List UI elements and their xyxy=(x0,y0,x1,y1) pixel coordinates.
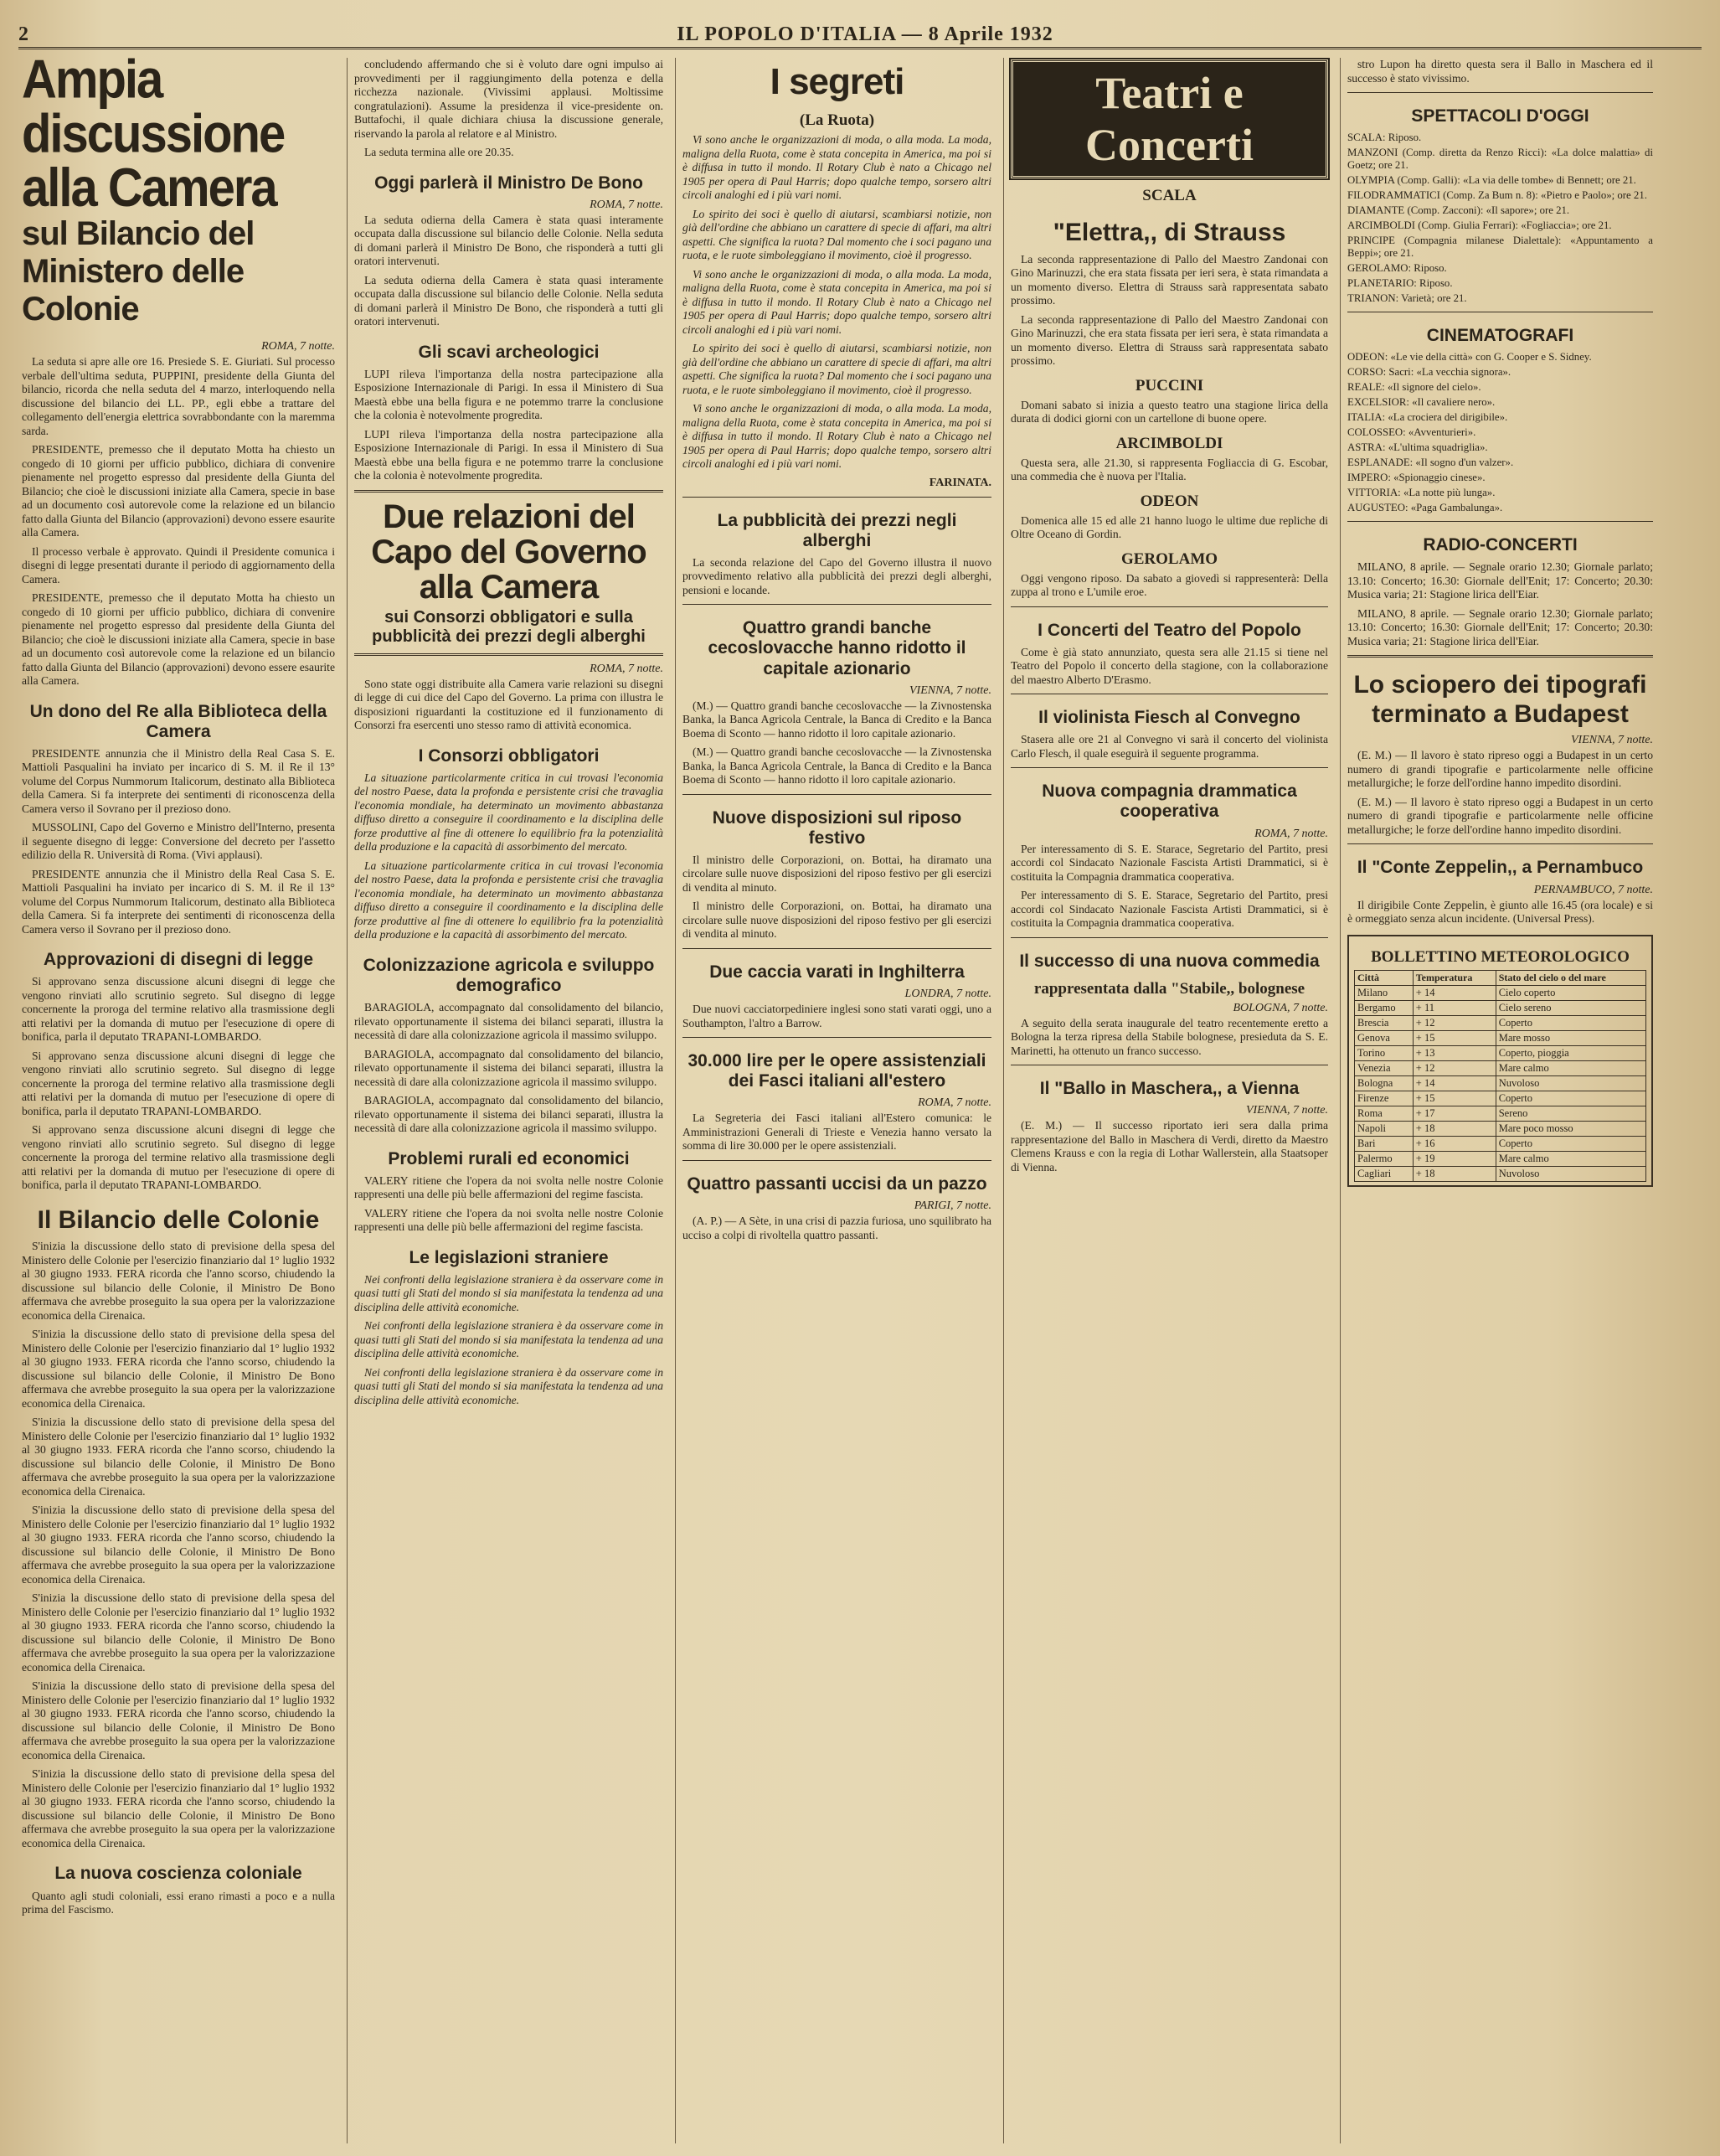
table-row xyxy=(1355,1075,1646,1091)
list-item: DIAMANTE (Comp. Zacconi): «Il sapore»; ore 21. xyxy=(1347,204,1570,217)
article-paragraph: PRESIDENTE annunzia che il Ministro della Real Casa S. E. Mattioli Pasqualini ha inviato per incarico di S. M. il Re il 13° volume del Corpus Nummorum Italicorum, destinato alla Biblioteca della Camera. Si fa interprete dei sentimenti di riconoscenza della Camera verso il Sovrano per il prezioso dono. xyxy=(22,867,335,936)
table-cell: + 18 xyxy=(1413,1166,1496,1181)
article-paragraph: La seduta odierna della Camera è stata quasi interamente occupata dalla discussione sul bilancio delle Colonie. Nella seduta di domani parlerà il Ministro De Bono, che risponderà a tutti gli oratori intervenuti. xyxy=(354,213,663,268)
article-paragraph: S'inizia la discussione dello stato di previsione della spesa del Ministero delle Colonie per l'esercizio finanziario dal 1° luglio 1932 al 30 giugno 1933. FERA ricorda che l'anno scorso, chiudendo la discussione sul bilancio delle Colonie, il Ministro De Bono affermava che avrebbe proseguito la sua opera per la valorizzazione economica della Cirenaica. xyxy=(22,1591,335,1674)
article-paragraph: MILANO, 8 aprile. — Segnale orario 12.30; Giornale parlato; 13.10: Concerto; 16.30: Giornale dell'Enit; 17: Concerto; 20.30: Musica varia; 21: Stagione lirica dell'Eiar. xyxy=(1347,606,1653,647)
section-heading: Nuove disposizioni sul riposo festivo xyxy=(712,807,962,848)
article-paragraph: Questa sera, alle 21.30, si rappresenta Fogliaccia di G. Escobar, una commedia che è nuova per l'Italia. xyxy=(1011,456,1328,482)
article-paragraph: Vi sono anche le organizzazioni di moda, o alla moda. La moda, maligna della Ruota, come è stata concepita in America, ma poi si è diffusa in tutto il mondo. Il Rotary Club è nato a Chicago nel 1905 per opera di Paul Harris; dopo qualche tempo, sorsero altri circoli analoghi ed i più vari nomi. xyxy=(682,133,991,201)
section-heading: Un dono del Re alla Biblioteca della Camera xyxy=(29,701,327,741)
table-cell: + 19 xyxy=(1413,1151,1496,1166)
article-paragraph: Il ministro delle Corporazioni, on. Bottai, ha diramato una circolare sulle nuove disposizioni del riposo festivo per gli esercizi di vendita al minuto. xyxy=(682,900,991,941)
section-heading: RADIO-CONCERTI xyxy=(1423,535,1578,555)
section-heading: Il "Conte Zeppelin,, a Pernambuco xyxy=(1357,858,1644,878)
article-paragraph: Si approvano senza discussione alcuni disegni di legge che vengono rinviati allo scrutinio segreto. Sul disegno di legge concernente la proroga del termine relativo alla trasmissione degli atti relativi per la domanda di mutuo per l'esecuzione di opere di bonifica, parla il deputato TRAPANI-LOMBARDO. xyxy=(22,1123,335,1192)
article-paragraph: (M.) — Quattro grandi banche cecoslovacche — la Zivnostenska Banka, la Banca Agricola Centrale, la Banca di Credito e la Banca Boema di Sconto — hanno ridotto il loro capitale azionario. xyxy=(682,745,991,787)
table-row xyxy=(1355,1060,1646,1075)
table-cell: + 13 xyxy=(1413,1045,1496,1060)
article-paragraph: La seduta si apre alle ore 16. Presiede S. E. Giuriati. Sul processo verbale dell'ultima seduta, PUPPINI, presidente della Giunta del bilancio, ricorda che nella seduta del 4 marzo, interloquendo nella discussione del bilancio dei LL. PP., egli ebbe a trattare del collegamento dell'energia elettrica sovrabbondante con la maremma sarda. xyxy=(22,355,335,437)
list-item: ITALIA: «La crociera del dirigibile». xyxy=(1347,411,1508,424)
article-paragraph: S'inizia la discussione dello stato di previsione della spesa del Ministero delle Colonie per l'esercizio finanziario dal 1° luglio 1932 al 30 giugno 1933. FERA ricorda che l'anno scorso, chiudendo la discussione sul bilancio delle Colonie, il Ministro De Bono affermava che avrebbe proseguito la sua opera per la valorizzazione economica della Cirenaica. xyxy=(22,1767,335,1849)
article-paragraph: concludendo affermando che si è voluto dare ogni impulso ai provvedimenti per il raggiungimento della potenza e della ricchezza nazionale. (Vivissimi applausi. Moltissime congratulazioni). Assume la presidenza il vice-presidente on. Buttafochi, il quale dichiara chiusa la discussione generale, riservando la parola al relatore e al Ministro. xyxy=(354,58,663,140)
article-paragraph: PRESIDENTE, premesso che il deputato Motta ha chiesto un congedo di 10 giorni per ufficio pubblico, dichiara di convenire pienamente nel progetto espresso dal presidente della Giunta del Bilancio; che cioè le discussioni iniziate alla Camera, specie in base ad un documento così autorevole come la relazione ed un bilancio fatto dalla Giunta del Bilancio (approvazioni) devono essere esaurite alla Camera. xyxy=(22,443,335,539)
table-cell: Mare calmo xyxy=(1496,1060,1645,1075)
table-row xyxy=(1355,1106,1646,1121)
table-cell: Milano xyxy=(1355,985,1414,1000)
article-paragraph: S'inizia la discussione dello stato di previsione della spesa del Ministero delle Colonie per l'esercizio finanziario dal 1° luglio 1932 al 30 giugno 1933. FERA ricorda che l'anno scorso, chiudendo la discussione sul bilancio delle Colonie, il Ministro De Bono affermava che avrebbe proseguito la sua opera per la valorizzazione economica della Cirenaica. xyxy=(22,1679,335,1761)
table-cell: Coperto xyxy=(1496,1136,1645,1151)
cinema-list xyxy=(1347,351,1653,514)
section-heading: Oggi parlerà il Ministro De Bono xyxy=(374,173,643,193)
column-5 xyxy=(1340,58,1656,2143)
article-paragraph: S'inizia la discussione dello stato di previsione della spesa del Ministero delle Colonie per l'esercizio finanziario dal 1° luglio 1932 al 30 giugno 1933. FERA ricorda che l'anno scorso, chiudendo la discussione sul bilancio delle Colonie, il Ministro De Bono affermava che avrebbe proseguito la sua opera per la valorizzazione economica della Cirenaica. xyxy=(22,1328,335,1410)
list-item: OLYMPIA (Comp. Galli): «La via delle tombe» di Bennett; ore 21. xyxy=(1347,174,1636,187)
list-item: FILODRAMMATICI (Comp. Za Bum n. 8): «Pietro e Paolo»; ore 21. xyxy=(1347,189,1647,202)
signature: FARINATA. xyxy=(929,476,991,489)
section-heading: Problemi rurali ed economici xyxy=(388,1148,630,1168)
list-item: EXCELSIOR: «Il cavaliere nero». xyxy=(1347,396,1496,409)
column-2 xyxy=(347,58,667,2143)
section-heading: La pubblicità dei prezzi negli alberghi xyxy=(717,510,957,550)
article-paragraph: Stasera alle ore 21 al Convegno vi sarà il concerto del violinista Carlo Flesch, il quale eseguirà il seguente programma. xyxy=(1011,733,1328,760)
list-item: ODEON: «Le vie della città» con G. Cooper e S. Sidney. xyxy=(1347,351,1592,364)
article-paragraph: La seduta termina alle ore 20.35. xyxy=(364,146,514,158)
table-cell: + 15 xyxy=(1413,1091,1496,1106)
article-paragraph: Sono state oggi distribuite alla Camera varie relazioni su disegni di legge di cui dice del Capo del Governo. La prima con illustra le disposizioni riguardanti la costituzione ed il funzionamento di Consorzi fra esercenti uno stesso ramo di attività economica. xyxy=(354,677,663,732)
table-row xyxy=(1355,1030,1646,1045)
article-paragraph: Lo spirito dei soci è quello di aiutarsi, scambiarsi notizie, non già dell'ordine che abbiano un carattere di specie di affari, ma altri aspetti. Che significa la ruota? Dal momento che i soci pagano una ruota, e le ruote simboleggiano il movimento, cioè il progresso. xyxy=(682,207,991,261)
list-item: REALE: «Il signore del cielo». xyxy=(1347,381,1481,394)
list-item: PRINCIPE (Compagnia milanese Dialettale): «Appuntamento a Beppi»; ore 21. xyxy=(1347,235,1653,260)
article-paragraph: S'inizia la discussione dello stato di previsione della spesa del Ministero delle Colonie per l'esercizio finanziario dal 1° luglio 1932 al 30 giugno 1933. FERA ricorda che l'anno scorso, chiudendo la discussione sul bilancio delle Colonie, il Ministro De Bono affermava che avrebbe proseguito la sua opera per la valorizzazione economica della Cirenaica. xyxy=(22,1416,335,1498)
table-row xyxy=(1355,1121,1646,1136)
list-item: AUGUSTEO: «Paga Gambalunga». xyxy=(1347,502,1503,514)
theatre-name: SCALA xyxy=(1142,187,1197,204)
dateline: ROMA, 7 notte. xyxy=(918,1096,991,1110)
list-item: MANZONI (Comp. diretta da Renzo Ricci): «La dolce malattia» di Goetz; ore 21. xyxy=(1347,147,1653,172)
article-paragraph: (E. M.) — Il lavoro è stato ripreso oggi a Budapest in un certo numero di grandi tipografie e particolarmente nelle officine metallurgiche; le forze dell'ordine hanno impedito disordini. xyxy=(1347,749,1653,790)
table-header: Città xyxy=(1355,970,1414,985)
article-paragraph: La Segreteria dei Fasci italiani all'Estero comunica: le Amministrazioni Generali di Trieste e Venezia hanno versato la somma di lire 30.000 per le opere assistenziali. xyxy=(682,1112,991,1153)
section-heading: I Consorzi obbligatori xyxy=(418,745,600,766)
section-heading: Il violinista Fiesch al Convegno xyxy=(1038,708,1300,728)
table-cell: + 12 xyxy=(1413,1060,1496,1075)
list-item: ARCIMBOLDI (Comp. Giulia Ferrari): «Fogliaccia»; ore 21. xyxy=(1347,219,1612,232)
table-cell: + 14 xyxy=(1413,985,1496,1000)
table-cell: + 17 xyxy=(1413,1106,1496,1121)
article-paragraph: A seguito della serata inaugurale del teatro recentemente eretto a Bologna la terza ripresa della Stabile bolognese, presieduta da S. E. Marinetti, ha ottenuto un franco successo. xyxy=(1011,1016,1328,1057)
article-paragraph: (E. M.) — Il lavoro è stato ripreso oggi a Budapest in un certo numero di grandi tipografie e particolarmente nelle officine metallurgiche; le forze dell'ordine hanno impedito disordini. xyxy=(1347,795,1653,836)
banner-deck: sui Consorzi obbligatori e sulla pubblicità dei prezzi degli alberghi xyxy=(372,607,646,646)
section-heading: Colonizzazione agricola e sviluppo demografico xyxy=(363,955,655,996)
article-paragraph: (M.) — Quattro grandi banche cecoslovacche — la Zivnostenska Banka, la Banca Agricola Centrale, la Banca di Credito e la Banca Boema di Sconto — hanno ridotto il loro capitale azionario. xyxy=(682,699,991,740)
paper-title: IL POPOLO D'ITALIA — 8 Aprile 1932 xyxy=(677,23,1053,45)
table-cell: Nuvoloso xyxy=(1496,1166,1645,1181)
article-paragraph: La seduta odierna della Camera è stata quasi interamente occupata dalla discussione sul bilancio delle Colonie. Nella seduta di domani parlerà il Ministro De Bono, che risponderà a tutti gli oratori intervenuti. xyxy=(354,273,663,328)
table-header: Temperatura xyxy=(1413,970,1496,985)
table-cell: Bari xyxy=(1355,1136,1414,1151)
table-cell: + 16 xyxy=(1413,1136,1496,1151)
article-paragraph: Vi sono anche le organizzazioni di moda, o alla moda. La moda, maligna della Ruota, come è stata concepita in America, ma poi si è diffusa in tutto il mondo. Il Rotary Club è nato a Chicago nel 1905 per opera di Paul Harris; dopo qualche tempo, sorsero altri circoli analoghi ed i più vari nomi. xyxy=(682,402,991,470)
main-headline: Ampia discussione alla Camera xyxy=(22,58,285,219)
list-item: IMPERO: «Spionaggio cinese». xyxy=(1347,472,1486,484)
section-heading: SPETTACOLI D'OGGI xyxy=(1411,106,1589,126)
table-row xyxy=(1355,1045,1646,1060)
table-row xyxy=(1355,1091,1646,1106)
article-paragraph: Il processo verbale è approvato. Quindi il Presidente comunica i disegni di legge presentati durante il periodo di aggiornamento della Camera. xyxy=(22,544,335,585)
section-heading: Quattro passanti uccisi da un pazzo xyxy=(687,1173,987,1194)
list-item: ESPLANADE: «Il sogno d'un valzer». xyxy=(1347,456,1514,469)
article-paragraph: MUSSOLINI, Capo del Governo e Ministro dell'Interno, presenta il seguente disegno di legge: Conversione del decreto per l'assetto edilizio della R. Università di Roma. (Vivi applausi). xyxy=(22,821,335,862)
page-number: 2 xyxy=(18,23,28,45)
article-paragraph: PRESIDENTE annunzia che il Ministro della Real Casa S. E. Mattioli Pasqualini ha inviato per incarico di S. M. il Re il 13° volume del Corpus Nummorum Italicorum, destinato alla Biblioteca della Camera. Si fa interprete dei sentimenti di riconoscenza della Camera verso il Sovrano per il prezioso dono. xyxy=(22,746,335,815)
table-cell: Bologna xyxy=(1355,1075,1414,1091)
section-heading: Approvazioni di disegni di legge xyxy=(43,950,314,970)
table-cell: Torino xyxy=(1355,1045,1414,1060)
article-paragraph: Domani sabato si inizia a questo teatro una stagione lirica della durata di dodici giorni con un cartellone di buone opere. xyxy=(1011,398,1328,425)
table-cell: Mare calmo xyxy=(1496,1151,1645,1166)
article-paragraph: Per interessamento di S. E. Starace, Segretario del Partito, presi accordi col Sindacato Nazionale Fascista Artisti Drammatici, si è costituita la Compagnia drammatica cooperativa. xyxy=(1011,889,1328,930)
article-paragraph: La seconda relazione del Capo del Governo illustra il nuovo provvedimento relativo alla pubblicità dei prezzi degli alberghi, pensioni e locande. xyxy=(682,555,991,596)
table-cell: Venezia xyxy=(1355,1060,1414,1075)
article-paragraph: Quanto agli studi coloniali, essi erano rimasti a poco e a nulla prima del Fascismo. xyxy=(22,1889,335,1916)
table-cell: Mare poco mosso xyxy=(1496,1121,1645,1136)
table-cell: Nuvoloso xyxy=(1496,1075,1645,1091)
section-heading: Le legislazioni straniere xyxy=(409,1247,609,1267)
article-paragraph: BARAGIOLA, accompagnato dal consolidamento del bilancio, rilevato opportunamente il sistema dei bilanci separati, illustra la necessità di dare alla colonizzazione agricola il massimo sviluppo. xyxy=(354,1094,663,1135)
table-row xyxy=(1355,1136,1646,1151)
table-cell: Napoli xyxy=(1355,1121,1414,1136)
article-paragraph: LUPI rileva l'importanza della nostra partecipazione alla Esposizione Internazionale di Parigi. In essa il Ministero di Sua Maestà ebbe una bella figura e ne potemmo trarre la conclusione che la colonia è notevolmente progredita. xyxy=(354,427,663,482)
section-heading: Lo sciopero dei tipografi terminato a Budapest xyxy=(1353,671,1647,728)
article-paragraph: Si approvano senza discussione alcuni disegni di legge che vengono rinviati allo scrutinio segreto. Sul disegno di legge concernente la proroga del termine relativo alla trasmissione degli atti relativi per la domanda di mutuo per l'esecuzione di opere di bonifica, parla il deputato TRAPANI-LOMBARDO. xyxy=(22,1049,335,1117)
article-paragraph: Vi sono anche le organizzazioni di moda, o alla moda. La moda, maligna della Ruota, come è stata concepita in America, ma poi si è diffusa in tutto il mondo. Il Rotary Club è nato a Chicago nel 1905 per opera di Paul Harris; dopo qualche tempo, sorsero altri circoli analoghi ed i più vari nomi. xyxy=(682,267,991,336)
article-paragraph: La situazione particolarmente critica in cui trovasi l'economia del nostro Paese, data la profonda e persistente crisi che travaglia l'economia mondiale, ha determinato un movimento abbastanza diffuso diretto a conseguire il coordinamento e la disciplina delle forze produttive al fine di ottenere lo equilibrio fra la potenzialità della produzione e la capacità di assorbimento del mercato. xyxy=(354,771,663,854)
table-cell: Cagliari xyxy=(1355,1166,1414,1181)
section-heading: CINEMATOGRAFI xyxy=(1426,326,1574,346)
columns xyxy=(18,58,1702,2143)
table-row xyxy=(1355,1000,1646,1015)
section-heading: Il successo di una nuova commedia xyxy=(1019,951,1320,971)
theatre-name: PUCCINI xyxy=(1135,376,1204,395)
table-cell: + 11 xyxy=(1413,1000,1496,1015)
article-paragraph: LUPI rileva l'importanza della nostra partecipazione alla Esposizione Internazionale di Parigi. In essa il Ministero di Sua Maestà ebbe una bella figura e ne potemmo trarre la conclusione che la colonia è notevolmente progredita. xyxy=(354,367,663,422)
list-item: SCALA: Riposo. xyxy=(1347,132,1422,144)
article-paragraph: Due nuovi cacciatorpediniere inglesi sono stati varati oggi, uno a Southampton, l'altro a Barrow. xyxy=(682,1003,991,1029)
masthead xyxy=(18,22,1702,49)
table-row xyxy=(1355,1166,1646,1181)
table-cell: Palermo xyxy=(1355,1151,1414,1166)
article-paragraph: La situazione particolarmente critica in cui trovasi l'economia del nostro Paese, data la profonda e persistente crisi che travaglia l'economia mondiale, ha determinato un movimento abbastanza diffuso diretto a conseguire il coordinamento e la disciplina delle forze produttive al fine di ottenere lo equilibrio fra la potenzialità della produzione e la capacità di assorbimento del mercato. xyxy=(354,859,663,941)
section-heading: Nuova compagnia drammatica cooperativa xyxy=(1042,781,1297,822)
table-cell: Coperto, pioggia xyxy=(1496,1045,1645,1060)
article-paragraph: VALERY ritiene che l'opera da noi svolta nelle nostre Colonie rappresenti una delle più belle affermazioni del regime fascista. xyxy=(354,1206,663,1234)
article-paragraph: Si approvano senza discussione alcuni disegni di legge che vengono rinviati allo scrutinio segreto. Sul disegno di legge concernente la proroga del termine relativo alla trasmissione degli atti relativi per la domanda di mutuo per l'esecuzione di opere di bonifica, parla il deputato TRAPANI-LOMBARDO. xyxy=(22,975,335,1044)
dateline: LONDRA, 7 notte. xyxy=(904,988,991,1001)
table-header-row xyxy=(1355,970,1646,985)
table-cell: Bergamo xyxy=(1355,1000,1414,1015)
section-heading: Gli scavi archeologici xyxy=(418,342,600,362)
dateline: VIENNA, 7 notte. xyxy=(909,683,991,697)
article-paragraph: Lo spirito dei soci è quello di aiutarsi, scambiarsi notizie, non già dell'ordine che abbiano un carattere di specie di affari, ma altri aspetti. Che significa la ruota? Dal momento che i soci pagano una ruota, e le ruote simboleggiano il movimento, cioè il progresso. xyxy=(682,342,991,396)
column-3 xyxy=(675,58,995,2143)
dateline: VIENNA, 7 notte. xyxy=(1571,734,1653,747)
table-cell: + 15 xyxy=(1413,1030,1496,1045)
article-paragraph: La seconda rappresentazione di Pallo del Maestro Zandonai con Gino Marinuzzi, che era stata fissata per ieri sera, è stata rimandata a un momento diverso. Elettra di Strauss sarà rappresentata sabato prossimo. xyxy=(1011,312,1328,367)
section-heading: Il "Ballo in Maschera,, a Vienna xyxy=(1039,1079,1300,1099)
weather-box xyxy=(1347,935,1653,1187)
table-cell: Coperto xyxy=(1496,1091,1645,1106)
section-heading: 30.000 lire per le opere assistenziali dei Fasci italiani all'estero xyxy=(687,1051,986,1091)
list-item: COLOSSEO: «Avventurieri». xyxy=(1347,426,1476,439)
column-1 xyxy=(18,58,338,2143)
table-cell: + 14 xyxy=(1413,1075,1496,1091)
theatre-name: ARCIMBOLDI xyxy=(1115,434,1223,452)
article-paragraph: BARAGIOLA, accompagnato dal consolidamento del bilancio, rilevato opportunamente il sistema dei bilanci separati, illustra la necessità di dare alla colonizzazione agricola il massimo sviluppo. xyxy=(354,1001,663,1042)
article-paragraph: Per interessamento di S. E. Starace, Segretario del Partito, presi accordi col Sindacato Nazionale Fascista Artisti Drammatici, si è costituita la Compagnia drammatica cooperativa. xyxy=(1011,842,1328,883)
table-cell: + 12 xyxy=(1413,1015,1496,1030)
list-item: ASTRA: «L'ultima squadriglia». xyxy=(1347,441,1488,454)
article-paragraph: Domenica alle 15 ed alle 21 hanno luogo le ultime due repliche di Oltre Oceano di Gordin. xyxy=(1011,513,1328,540)
dateline: BOLOGNA, 7 notte. xyxy=(1233,1001,1328,1014)
banner-headline: Due relazioni del Capo del Governo alla Camera xyxy=(371,498,646,606)
section-heading: Due caccia varati in Inghilterra xyxy=(709,962,965,982)
article-paragraph: VALERY ritiene che l'opera da noi svolta nelle nostre Colonie rappresenti una delle più belle affermazioni del regime fascista. xyxy=(354,1173,663,1201)
table-cell: Roma xyxy=(1355,1106,1414,1121)
theatre-name: ODEON xyxy=(1140,492,1199,510)
section-heading: Quattro grandi banche cecoslovacche hanno ridotto il capitale azionario xyxy=(708,618,966,678)
article-paragraph: (E. M.) — Il successo riportato ieri sera dalla prima rappresentazione del Ballo in Maschera di Verdi, diretto da Maestro Clemens Krauss e con la regia di Lothar Wallerstein, alla Staatsoper di Vienna. xyxy=(1011,1119,1328,1173)
main-subheadline: sul Bilancio del Ministero delle Colonie xyxy=(22,215,255,328)
table-cell: Brescia xyxy=(1355,1015,1414,1030)
list-item: TRIANON: Varietà; ore 21. xyxy=(1347,292,1467,305)
table-cell: Cielo coperto xyxy=(1496,985,1645,1000)
article-paragraph: Il ministro delle Corporazioni, on. Bottai, ha diramato una circolare sulle nuove disposizioni del riposo festivo per gli esercizi di vendita al minuto. xyxy=(682,853,991,894)
table-cell: Genova xyxy=(1355,1030,1414,1045)
weather-title: BOLLETTINO METEOROLOGICO xyxy=(1371,947,1630,966)
article-paragraph: Nei confronti della legislazione straniera è da osservare come in quasi tutti gli Stati del mondo si sia manifestata la tendenza ad una disciplina delle attività economiche. xyxy=(354,1272,663,1313)
section-heading: I Concerti del Teatro del Popolo xyxy=(1038,620,1301,640)
table-cell: Coperto xyxy=(1496,1015,1645,1030)
table-cell: Firenze xyxy=(1355,1091,1414,1106)
article-paragraph: Nei confronti della legislazione straniera è da osservare come in quasi tutti gli Stati del mondo si sia manifestata la tendenza ad una disciplina delle attività economiche. xyxy=(354,1319,663,1360)
table-cell: Cielo sereno xyxy=(1496,1000,1645,1015)
dateline: VIENNA, 7 notte. xyxy=(1246,1104,1328,1117)
article-paragraph: Oggi vengono riposo. Da sabato a giovedì si rappresenterà: Della zuppa al trono e L'umile eroe. xyxy=(1011,571,1328,598)
table-row xyxy=(1355,1151,1646,1166)
table-header: Stato del cielo o del mare xyxy=(1496,970,1645,985)
article-paragraph: S'inizia la discussione dello stato di previsione della spesa del Ministero delle Colonie per l'esercizio finanziario dal 1° luglio 1932 al 30 giugno 1933. FERA ricorda che l'anno scorso, chiudendo la discussione sul bilancio delle Colonie, il Ministro De Bono affermava che avrebbe proseguito la sua opera per la valorizzazione economica della Cirenaica. xyxy=(22,1504,335,1586)
table-row xyxy=(1355,985,1646,1000)
table-row xyxy=(1355,1015,1646,1030)
article-paragraph: La seconda rappresentazione di Pallo del Maestro Zandonai con Gino Marinuzzi, che era stata fissata per ieri sera, è stata rimandata a un momento diverso. Elettra di Strauss sarà rappresentata sabato prossimo. xyxy=(1011,252,1328,307)
dateline: PERNAMBUCO, 7 notte. xyxy=(1533,883,1653,896)
weather-table xyxy=(1354,970,1646,1182)
article-paragraph: stro Lupon ha diretto questa sera il Ballo in Maschera ed il successo è stato vivissimo. xyxy=(1347,58,1653,85)
section-heading: Il Bilancio delle Colonie xyxy=(37,1205,320,1234)
dateline: ROMA, 7 notte. xyxy=(590,662,663,675)
article-paragraph: S'inizia la discussione dello stato di previsione della spesa del Ministero delle Colonie per l'esercizio finanziario dal 1° luglio 1932 al 30 giugno 1933. FERA ricorda che l'anno scorso, chiudendo la discussione sul bilancio delle Colonie, il Ministro De Bono affermava che avrebbe proseguito la sua opera per la valorizzazione economica della Cirenaica. xyxy=(22,1240,335,1322)
article-paragraph: MILANO, 8 aprile. — Segnale orario 12.30; Giornale parlato; 13.10: Concerto; 16.30: Giornale dell'Enit; 17: Concerto; 20.30: Musica varia; 21: Stagione lirica dell'Eiar. xyxy=(1347,560,1653,601)
section-heading: La nuova coscienza coloniale xyxy=(54,1864,302,1884)
article-paragraph: BARAGIOLA, accompagnato dal consolidamento del bilancio, rilevato opportunamente il sistema dei bilanci separati, illustra la necessità di dare alla colonizzazione agricola il massimo sviluppo. xyxy=(354,1047,663,1088)
list-item: PLANETARIO: Riposo. xyxy=(1347,277,1453,290)
article-paragraph: (A. P.) — A Sète, in una crisi di pazzia furiosa, uno squilibrato ha ucciso a colpi di rivoltella quattro passanti. xyxy=(682,1215,991,1241)
table-cell: + 18 xyxy=(1413,1121,1496,1136)
section-deck: rappresentata dalla "Stabile,, bolognese xyxy=(1033,979,1305,998)
list-item: GEROLAMO: Riposo. xyxy=(1347,262,1447,275)
banner-headline-block xyxy=(354,499,663,647)
article-paragraph: Nei confronti della legislazione straniera è da osservare come in quasi tutti gli Stati del mondo si sia manifestata la tendenza ad una disciplina delle attività economiche. xyxy=(354,1365,663,1406)
dateline: ROMA, 7 notte. xyxy=(261,340,335,353)
theatre-name: GEROLAMO xyxy=(1120,549,1218,568)
dateline: ROMA, 7 notte. xyxy=(1254,827,1328,840)
column-title: I segreti xyxy=(770,61,904,102)
list-item: CORSO: Sacri: «La vecchia signora». xyxy=(1347,366,1511,379)
column-subtitle: (La Ruota) xyxy=(799,111,875,129)
spettacoli-list xyxy=(1347,132,1653,305)
list-item: VITTORIA: «La notte più lunga». xyxy=(1347,487,1496,499)
article-paragraph: Come è già stato annunziato, questa sera alle 21.15 si tiene nel Teatro del Popolo il concerto della stagione, con la collaborazione del maestro Alberto D'Erasmo. xyxy=(1011,645,1328,686)
teatri-banner: Teatri e Concerti xyxy=(1011,59,1328,178)
column-4 xyxy=(1003,58,1331,2143)
dateline: PARIGI, 7 notte. xyxy=(914,1199,991,1213)
article-paragraph: Il dirigibile Conte Zeppelin, è giunto alle 16.45 (ora locale) e si è ormeggiato senza alcun incidente. (Universal Press). xyxy=(1347,898,1653,926)
dateline: ROMA, 7 notte. xyxy=(590,198,663,211)
table-cell: Mare mosso xyxy=(1496,1030,1645,1045)
article-paragraph: PRESIDENTE, premesso che il deputato Motta ha chiesto un congedo di 10 giorni per ufficio pubblico, dichiara di convenire pienamente nel progetto espresso dal presidente della Giunta del Bilancio; che cioè le discussioni iniziate alla Camera, specie in base ad un documento così autorevole come la relazione ed un bilancio fatto dalla Giunta del Bilancio (approvazioni) devono essere esaurite alla Camera. xyxy=(22,591,335,687)
section-heading: "Elettra,, di Strauss xyxy=(1053,219,1286,246)
table-cell: Sereno xyxy=(1496,1106,1645,1121)
